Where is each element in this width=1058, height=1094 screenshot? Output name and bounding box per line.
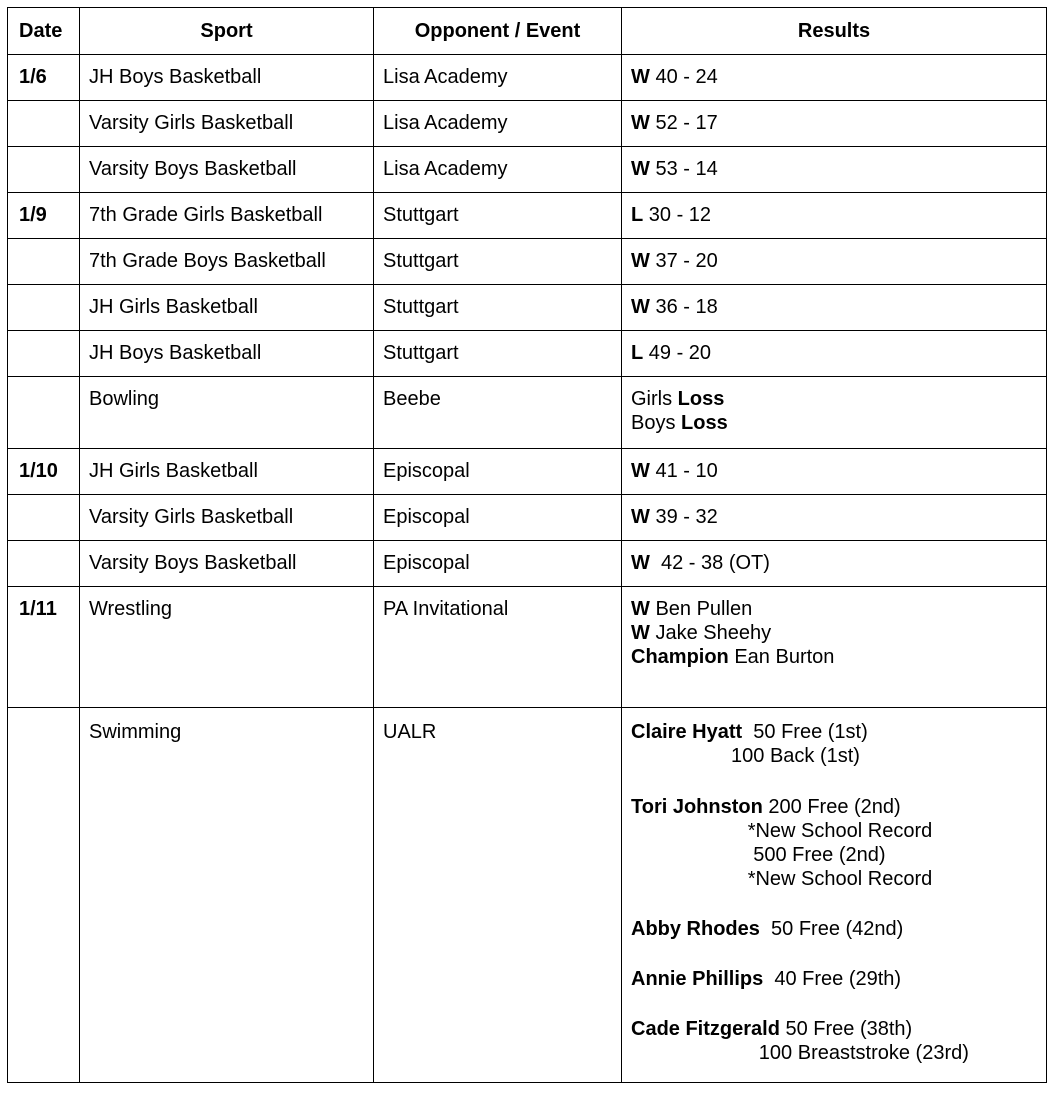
- opponent-cell: PA Invitational: [374, 587, 622, 708]
- opponent-cell: Lisa Academy: [374, 101, 622, 147]
- sport-cell: Swimming: [80, 708, 374, 1083]
- swim-event-line: 500 Free (2nd): [631, 844, 886, 866]
- sport-cell: Varsity Boys Basketball: [80, 541, 374, 587]
- date-cell: [8, 377, 80, 449]
- swimmer-name: Cade Fitzgerald: [631, 1018, 780, 1040]
- sport-cell: JH Boys Basketball: [80, 55, 374, 101]
- header-sport: Sport: [80, 8, 374, 55]
- sport-cell: JH Girls Basketball: [80, 285, 374, 331]
- table-row: [8, 495, 1047, 541]
- table-row-bowling: [8, 377, 1047, 449]
- header-row: [8, 8, 1047, 55]
- sport-cell: Varsity Boys Basketball: [80, 147, 374, 193]
- result-line: [631, 597, 1037, 621]
- swimmer-line: [631, 795, 1037, 819]
- swimmer-line: [631, 1017, 1037, 1041]
- swimmer-line: [631, 917, 1037, 941]
- result-score: 40 - 24: [649, 66, 718, 88]
- date-cell: 1/9: [8, 193, 80, 239]
- header-date: Date: [8, 8, 80, 55]
- result-outcome: Loss: [677, 388, 725, 410]
- sport-cell: JH Girls Basketball: [80, 449, 374, 495]
- date-cell: 1/11: [8, 587, 80, 708]
- swim-event: 50 Free (38th): [779, 1018, 913, 1040]
- opponent-cell: Episcopal: [374, 541, 622, 587]
- result-athlete: Ben Pullen: [649, 598, 753, 620]
- swim-event: 40 Free (29th): [763, 968, 902, 990]
- results-table: [7, 7, 1047, 1083]
- table-row: [8, 449, 1047, 495]
- swim-event-line: 100 Breaststroke (23rd): [631, 1042, 969, 1064]
- result-cell: [622, 495, 1047, 541]
- opponent-cell: Stuttgart: [374, 239, 622, 285]
- result-outcome: W: [631, 112, 650, 134]
- result-score: 41 - 10: [649, 460, 718, 482]
- date-cell: [8, 541, 80, 587]
- result-cell: [622, 193, 1047, 239]
- opponent-cell: Stuttgart: [374, 331, 622, 377]
- header-results: Results: [622, 8, 1047, 55]
- date-cell: [8, 331, 80, 377]
- date-cell: [8, 239, 80, 285]
- sport-cell: Varsity Girls Basketball: [80, 101, 374, 147]
- result-cell: [622, 239, 1047, 285]
- opponent-cell: Stuttgart: [374, 193, 622, 239]
- result-team: Boys: [631, 412, 682, 434]
- date-cell: [8, 147, 80, 193]
- result-outcome: W: [631, 552, 650, 574]
- swimmer-name: Tori Johnston: [631, 796, 763, 818]
- result-cell: [622, 101, 1047, 147]
- result-score: 39 - 32: [649, 506, 718, 528]
- result-cell: [622, 55, 1047, 101]
- result-line: [631, 411, 1037, 435]
- table-row: [8, 541, 1047, 587]
- opponent-cell: Episcopal: [374, 449, 622, 495]
- result-cell: [622, 377, 1047, 449]
- swimmer-line: [631, 967, 1037, 991]
- table-row: [8, 55, 1047, 101]
- result-outcome: L: [631, 342, 644, 364]
- sport-cell: 7th Grade Boys Basketball: [80, 239, 374, 285]
- swim-event-line: 100 Back (1st): [631, 745, 860, 767]
- swim-event: 50 Free (1st): [742, 721, 868, 743]
- table-row-swimming: [8, 708, 1047, 1083]
- result-outcome: W: [631, 296, 650, 318]
- table-row: [8, 239, 1047, 285]
- result-outcome: L: [631, 204, 644, 226]
- result-score: 30 - 12: [643, 204, 712, 226]
- result-athlete: Jake Sheehy: [649, 622, 772, 644]
- sport-cell: Wrestling: [80, 587, 374, 708]
- table-row-wrestling: [8, 587, 1047, 708]
- date-cell: [8, 101, 80, 147]
- swimmer-name: Claire Hyatt: [631, 721, 743, 743]
- opponent-cell: Beebe: [374, 377, 622, 449]
- result-outcome: Loss: [681, 412, 728, 434]
- result-outcome: W: [631, 622, 650, 644]
- table-row: [8, 193, 1047, 239]
- result-line: [631, 387, 1037, 411]
- result-score: 49 - 20: [643, 342, 712, 364]
- table-row: [8, 147, 1047, 193]
- sport-cell: Varsity Girls Basketball: [80, 495, 374, 541]
- date-cell: [8, 495, 80, 541]
- result-line: [631, 621, 1037, 645]
- date-cell: [8, 708, 80, 1083]
- opponent-cell: Lisa Academy: [374, 147, 622, 193]
- result-cell: [622, 541, 1047, 587]
- opponent-cell: UALR: [374, 708, 622, 1083]
- result-score: 42 - 38 (OT): [649, 552, 770, 574]
- sport-cell: JH Boys Basketball: [80, 331, 374, 377]
- table-row: [8, 331, 1047, 377]
- result-cell: [622, 587, 1047, 708]
- result-outcome: W: [631, 506, 650, 528]
- date-cell: [8, 285, 80, 331]
- result-score: 37 - 20: [649, 250, 718, 272]
- table-row: [8, 101, 1047, 147]
- swim-event: 50 Free (42nd): [759, 918, 904, 940]
- result-outcome: W: [631, 158, 650, 180]
- opponent-cell: Stuttgart: [374, 285, 622, 331]
- header-opponent: Opponent / Event: [374, 8, 622, 55]
- opponent-cell: Lisa Academy: [374, 55, 622, 101]
- sport-cell: 7th Grade Girls Basketball: [80, 193, 374, 239]
- result-score: 52 - 17: [649, 112, 718, 134]
- sport-cell: Bowling: [80, 377, 374, 449]
- result-cell: [622, 331, 1047, 377]
- table-row: [8, 285, 1047, 331]
- swim-event-line: *New School Record: [631, 820, 933, 842]
- result-line: [631, 645, 1037, 669]
- result-cell: [622, 708, 1047, 1083]
- result-outcome: W: [631, 460, 650, 482]
- result-cell: [622, 285, 1047, 331]
- swimmer-line: [631, 720, 1037, 744]
- result-cell: [622, 147, 1047, 193]
- date-cell: 1/10: [8, 449, 80, 495]
- result-team: Girls: [631, 388, 678, 410]
- result-cell: [622, 449, 1047, 495]
- swim-event: 200 Free (2nd): [762, 796, 901, 818]
- result-outcome: W: [631, 598, 650, 620]
- swimmer-name: Abby Rhodes: [631, 918, 760, 940]
- date-cell: 1/6: [8, 55, 80, 101]
- result-outcome: Champion: [631, 646, 729, 668]
- result-athlete: Ean Burton: [728, 646, 835, 668]
- result-outcome: W: [631, 66, 650, 88]
- swimmer-name: Annie Phillips: [631, 968, 764, 990]
- result-score: 53 - 14: [649, 158, 718, 180]
- result-outcome: W: [631, 250, 650, 272]
- result-score: 36 - 18: [649, 296, 718, 318]
- opponent-cell: Episcopal: [374, 495, 622, 541]
- swim-event-line: *New School Record: [631, 868, 933, 890]
